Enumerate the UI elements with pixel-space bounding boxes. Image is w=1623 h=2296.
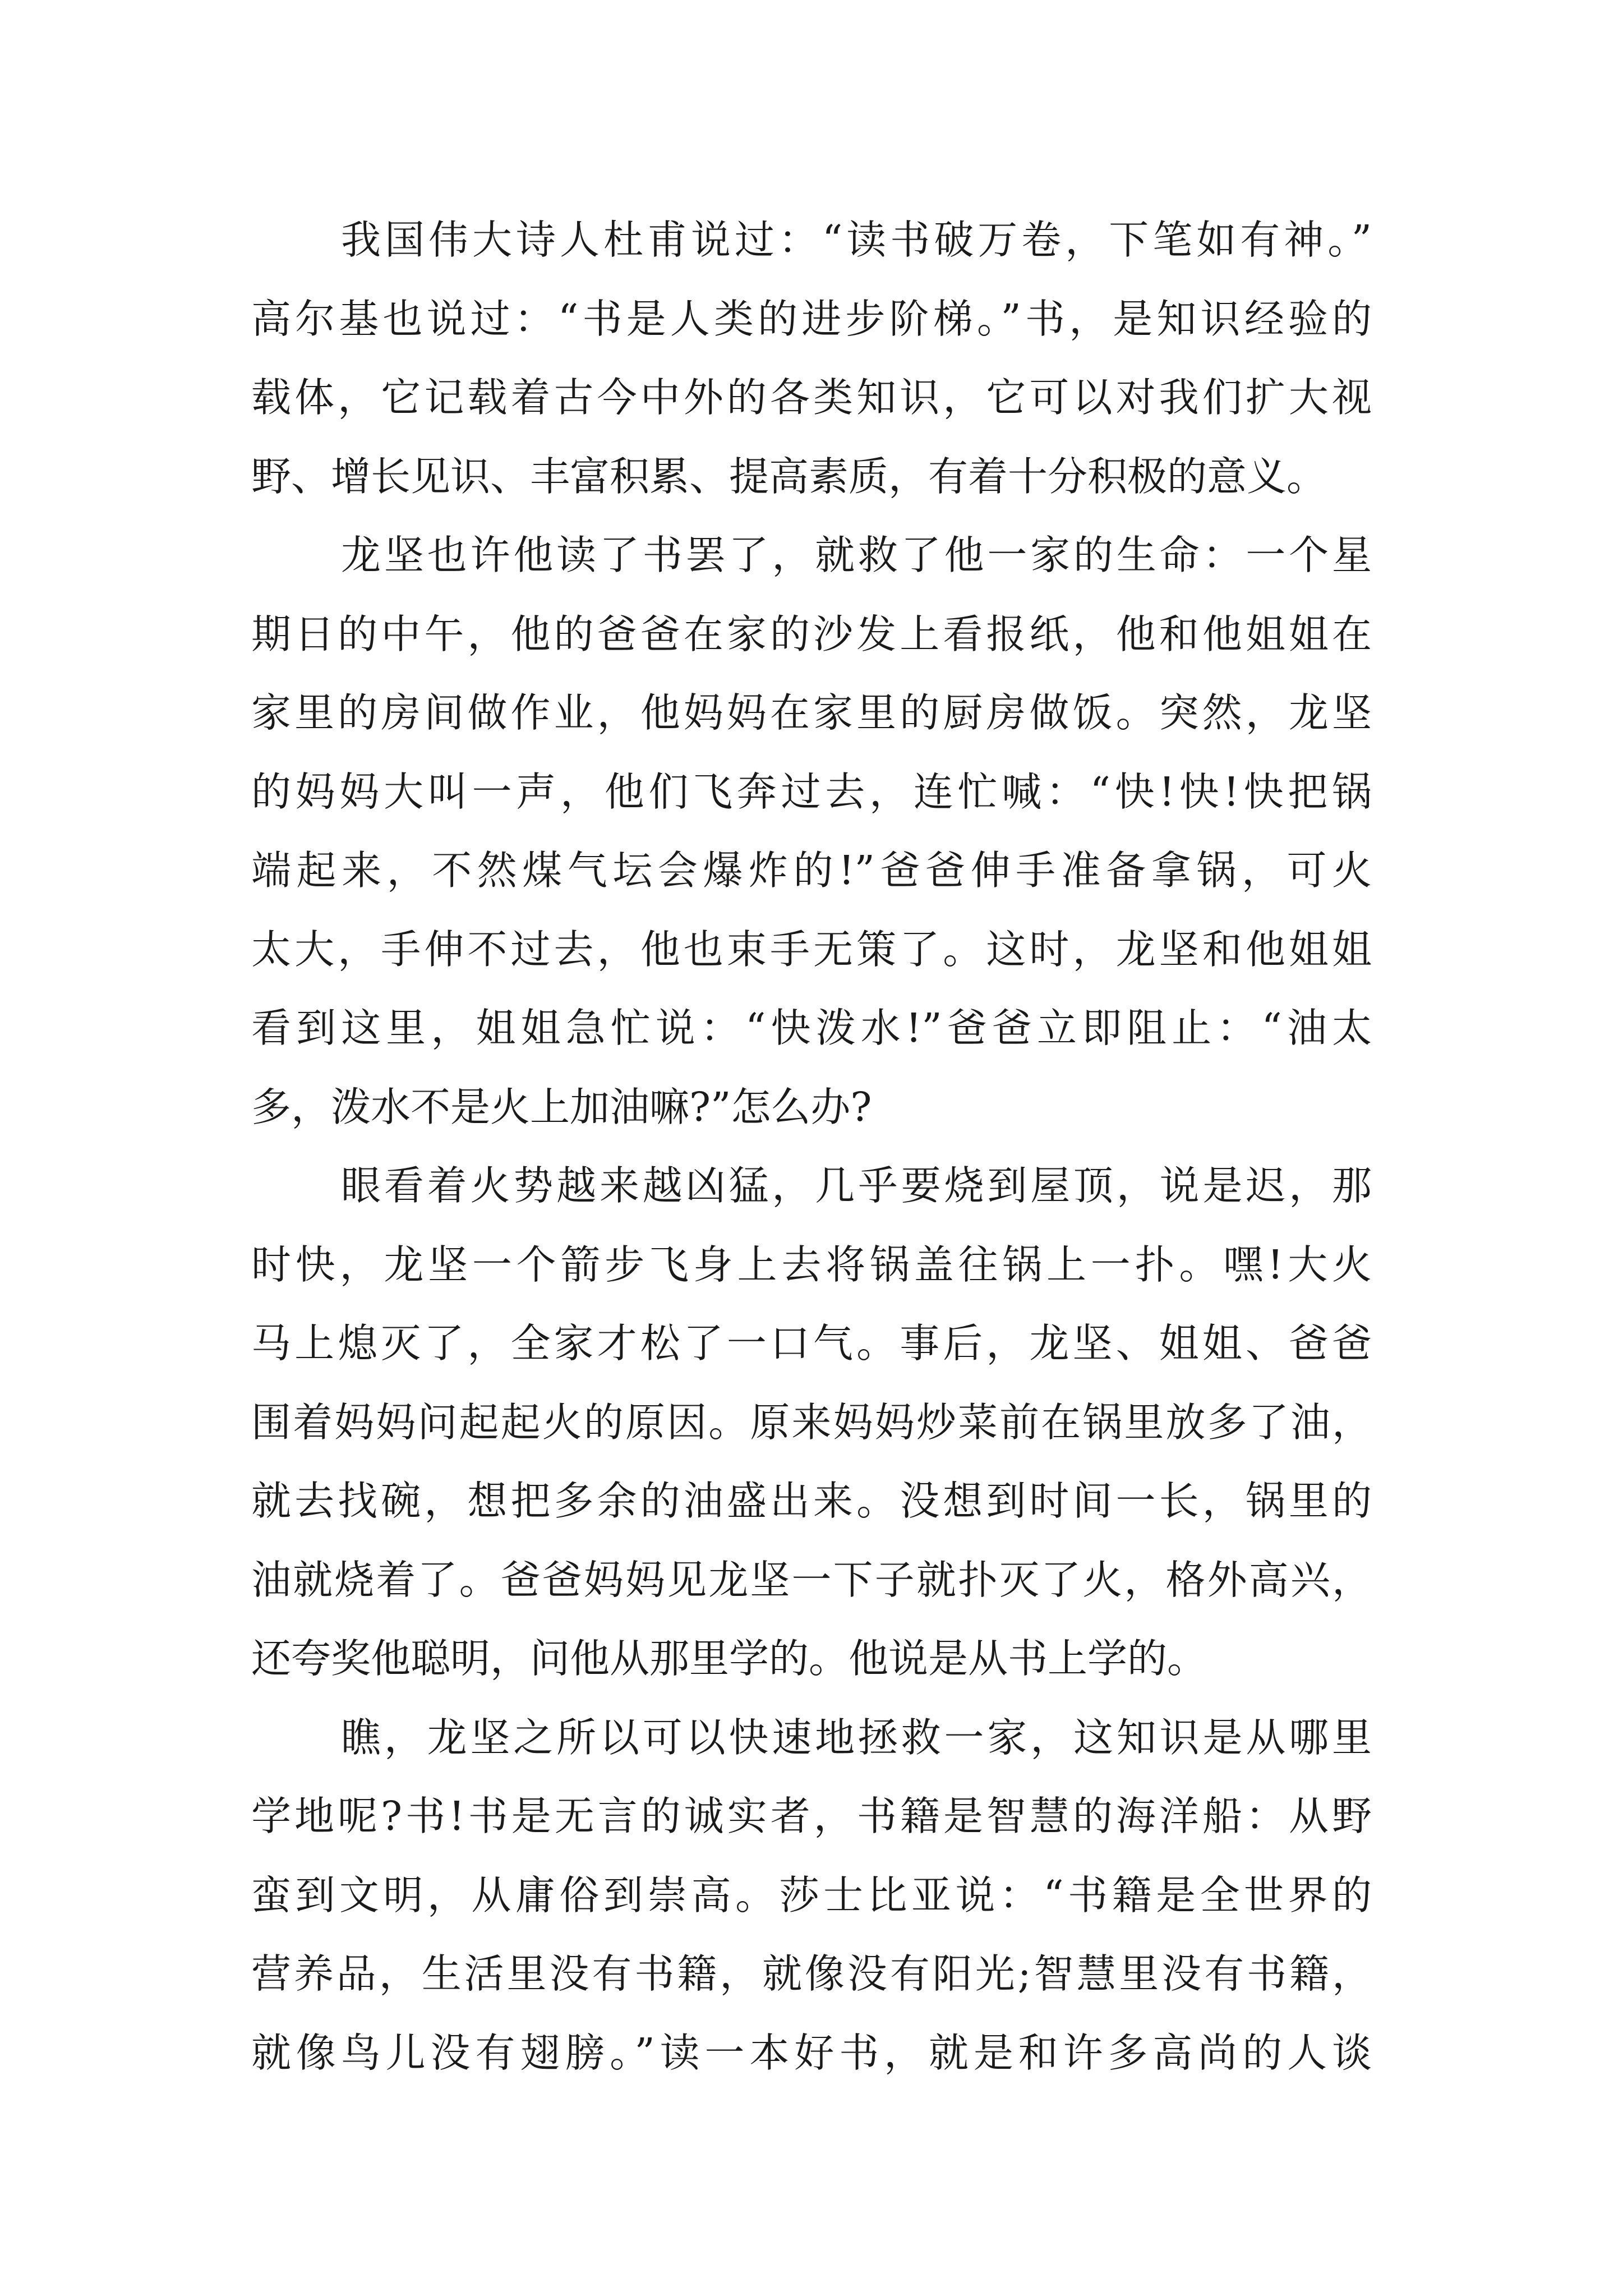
paragraph-2-line-7: 看到这里，姐姐急忙说：“快泼水!”爸爸立即阻止：“油太 [251, 1005, 1372, 1051]
paragraph-2-line-6: 太大，手伸不过去，他也束手无策了。这时，龙坚和他姐姐 [251, 926, 1372, 973]
paragraph-2-line-5: 端起来，不然煤气坛会爆炸的!”爸爸伸手准备拿锅，可火 [251, 847, 1372, 894]
paragraph-1-line-4: 野、增长见识、丰富积累、提高素质，有着十分积极的意义。 [251, 453, 1327, 500]
paragraph-3-line-6: 油就烧着了。爸爸妈妈见龙坚一下子就扑灭了火，格外高兴， [251, 1556, 1372, 1603]
paragraph-2-line-1: 龙坚也许他读了书罢了，就救了他一家的生命：一个星 [341, 532, 1372, 578]
paragraph-4-line-4: 营养品，生活里没有书籍，就像没有阳光;智慧里没有书籍， [251, 1950, 1372, 1997]
paragraph-1-line-3: 载体，它记载着古今中外的各类知识，它可以对我们扩大视 [251, 374, 1372, 421]
paragraph-4-line-1: 瞧，龙坚之所以可以快速地拯救一家，这知识是从哪里 [341, 1714, 1372, 1761]
paragraph-3-line-7: 还夸奖他聪明，问他从那里学的。他说是从书上学的。 [251, 1635, 1207, 1682]
paragraph-2-line-8: 多，泼水不是火上加油嘛?”怎么办? [251, 1083, 872, 1130]
paragraph-3-line-2: 时快，龙坚一个箭步飞身上去将锅盖往锅上一扑。嘿!大火 [251, 1241, 1372, 1288]
paragraph-4-line-5: 就像鸟儿没有翅膀。”读一本好书，就是和许多高尚的人谈 [251, 2029, 1372, 2076]
paragraph-4-line-3: 蛮到文明，从庸俗到崇高。莎士比亚说：“书籍是全世界的 [251, 1871, 1372, 1918]
paragraph-3-line-4: 围着妈妈问起起火的原因。原来妈妈炒菜前在锅里放多了油， [251, 1398, 1372, 1446]
paragraph-2-line-2: 期日的中午，他的爸爸在家的沙发上看报纸，他和他姐姐在 [251, 610, 1372, 657]
paragraph-3-line-3: 马上熄灭了，全家才松了一口气。事后，龙坚、姐姐、爸爸 [251, 1320, 1372, 1366]
paragraph-2-line-3: 家里的房间做作业，他妈妈在家里的厨房做饭。突然，龙坚 [251, 689, 1372, 736]
paragraph-1-line-1: 我国伟大诗人杜甫说过：“读书破万卷，下笔如有神。” [341, 217, 1372, 263]
paragraph-2-line-4: 的妈妈大叫一声，他们飞奔过去，连忙喊：“快!快!快把锅 [251, 768, 1372, 815]
paragraph-3-line-1: 眼看着火势越来越凶猛，几乎要烧到屋顶，说是迟，那 [341, 1162, 1372, 1209]
article-body [251, 201, 1373, 2092]
paragraph-4-line-2: 学地呢?书!书是无言的诚实者，书籍是智慧的海洋船：从野 [251, 1793, 1372, 1839]
paragraph-1-line-2: 高尔基也说过：“书是人类的进步阶梯。”书，是知识经验的 [251, 295, 1372, 342]
paragraph-3-line-5: 就去找碗，想把多余的油盛出来。没想到时间一长，锅里的 [251, 1478, 1372, 1524]
